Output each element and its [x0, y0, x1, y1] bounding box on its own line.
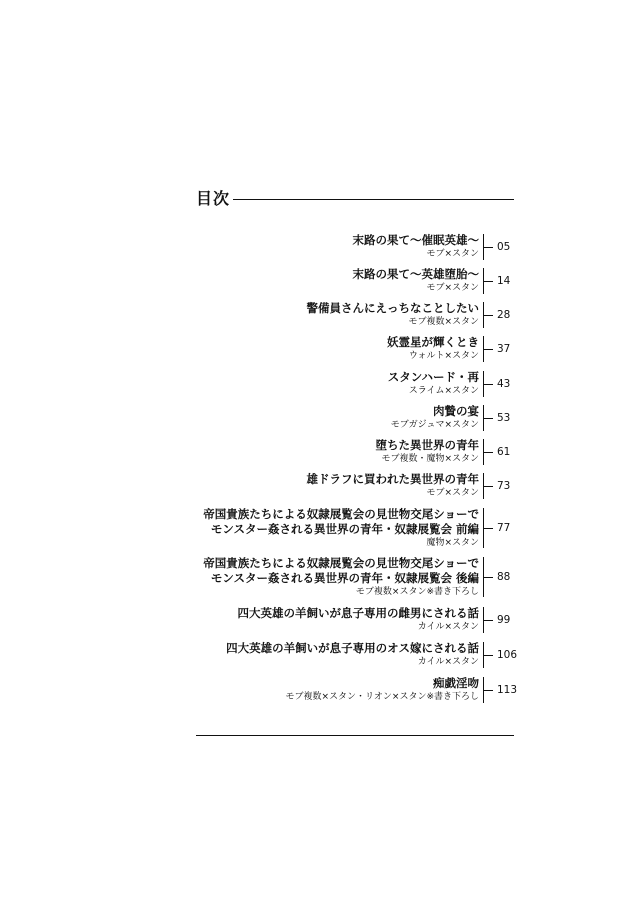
toc-header: [196, 187, 514, 213]
entry-bracket: [483, 234, 494, 260]
entry-credit: モブ×スタン: [426, 488, 479, 498]
entry-credit: モブガジュマ×スタン: [390, 420, 479, 430]
entry-text: [203, 507, 479, 550]
entry-page-number: 113: [497, 684, 518, 696]
entry-credit: カイル×スタン: [417, 622, 479, 632]
entry-bracket: [483, 607, 494, 633]
entry-page-number: 53: [497, 412, 511, 424]
page-title: 目次: [196, 189, 231, 208]
entry-bracket: [483, 371, 494, 397]
entry-bracket: [483, 336, 494, 362]
entry-credit: ウォルト×スタン: [408, 351, 479, 361]
entry-credit: モブ複数・魔物×スタン: [381, 454, 479, 464]
entry-title: 帝国貴族たちによる奴隷展覧会の見世物交尾ショーで: [203, 507, 479, 521]
entry-page-number: 73: [497, 480, 511, 492]
entry-title: 堕ちた異世界の青年: [375, 438, 479, 452]
entry-text: [238, 606, 480, 634]
entry-credit: モブ複数×スタン※書き下ろし: [355, 587, 479, 597]
entry-page-number: 106: [497, 649, 518, 661]
entry-title: 末路の果て～英雄堕胎～: [352, 267, 479, 281]
entry-title: 四大英雄の羊飼いが息子専用のオス嫁にされる話: [226, 641, 479, 655]
entry-text: [353, 233, 480, 261]
entry-credit: モブ×スタン: [426, 249, 479, 259]
entry-bracket: [483, 439, 494, 465]
title-rule: [233, 199, 514, 200]
entry-bracket: [483, 557, 494, 597]
entry-page-number: 61: [497, 446, 511, 458]
entry-page-number: 43: [497, 378, 511, 390]
entry-title: 四大英雄の羊飼いが息子専用の雌男にされる話: [237, 606, 479, 620]
entry-page-number: 88: [497, 571, 511, 583]
entry-page-number: 37: [497, 343, 511, 355]
entry-text: [307, 301, 480, 329]
entry-credit: モブ複数×スタン・リオン×スタン※書き下ろし: [285, 692, 479, 702]
entry-bracket: [483, 508, 494, 548]
entry-bracket: [483, 642, 494, 668]
entry-text: [353, 267, 480, 295]
entry-title-line-2: モンスター姦される異世界の青年・奴隷展覧会 前編: [210, 522, 479, 536]
entry-text: [203, 556, 479, 599]
entry-text: [376, 438, 480, 466]
entry-page-number: 28: [497, 309, 511, 321]
entry-page-number: 99: [497, 614, 511, 626]
entry-title: スタンハード・再: [387, 370, 479, 384]
entry-page-number: 77: [497, 522, 511, 534]
entry-text: [226, 641, 479, 669]
entry-title-line-2: モンスター姦される異世界の青年・奴隷展覧会 後編: [210, 571, 479, 585]
entry-text: [285, 676, 479, 704]
entry-credit: スライム×スタン: [408, 386, 479, 396]
entry-bracket: [483, 677, 494, 703]
entry-bracket: [483, 268, 494, 294]
entry-text: [388, 370, 479, 398]
entry-title: 妖霊星が輝くとき: [387, 335, 479, 349]
entry-title: 警備員さんにえっちなことしたい: [306, 301, 479, 315]
entry-credit: モブ×スタン: [426, 283, 479, 293]
entry-title: 末路の果て～催眠英雄～: [352, 233, 479, 247]
entry-credit: 魔物×スタン: [426, 538, 479, 548]
entry-text: [307, 472, 480, 500]
entry-bracket: [483, 302, 494, 328]
entry-credit: モブ複数×スタン: [408, 317, 479, 327]
entry-title: 肉贄の宴: [433, 404, 479, 418]
entry-text: [387, 335, 479, 363]
entry-bracket: [483, 405, 494, 431]
entry-page-number: 05: [497, 241, 511, 253]
bottom-rule: [196, 735, 514, 736]
entry-credit: カイル×スタン: [417, 657, 479, 667]
entry-page-number: 14: [497, 275, 511, 287]
entry-text: [391, 404, 479, 432]
entry-title: 雄ドラフに買われた異世界の青年: [306, 472, 479, 486]
entry-title: 痴戯淫吻: [433, 676, 479, 690]
entry-title: 帝国貴族たちによる奴隷展覧会の見世物交尾ショーで: [203, 556, 479, 570]
entry-bracket: [483, 473, 494, 499]
